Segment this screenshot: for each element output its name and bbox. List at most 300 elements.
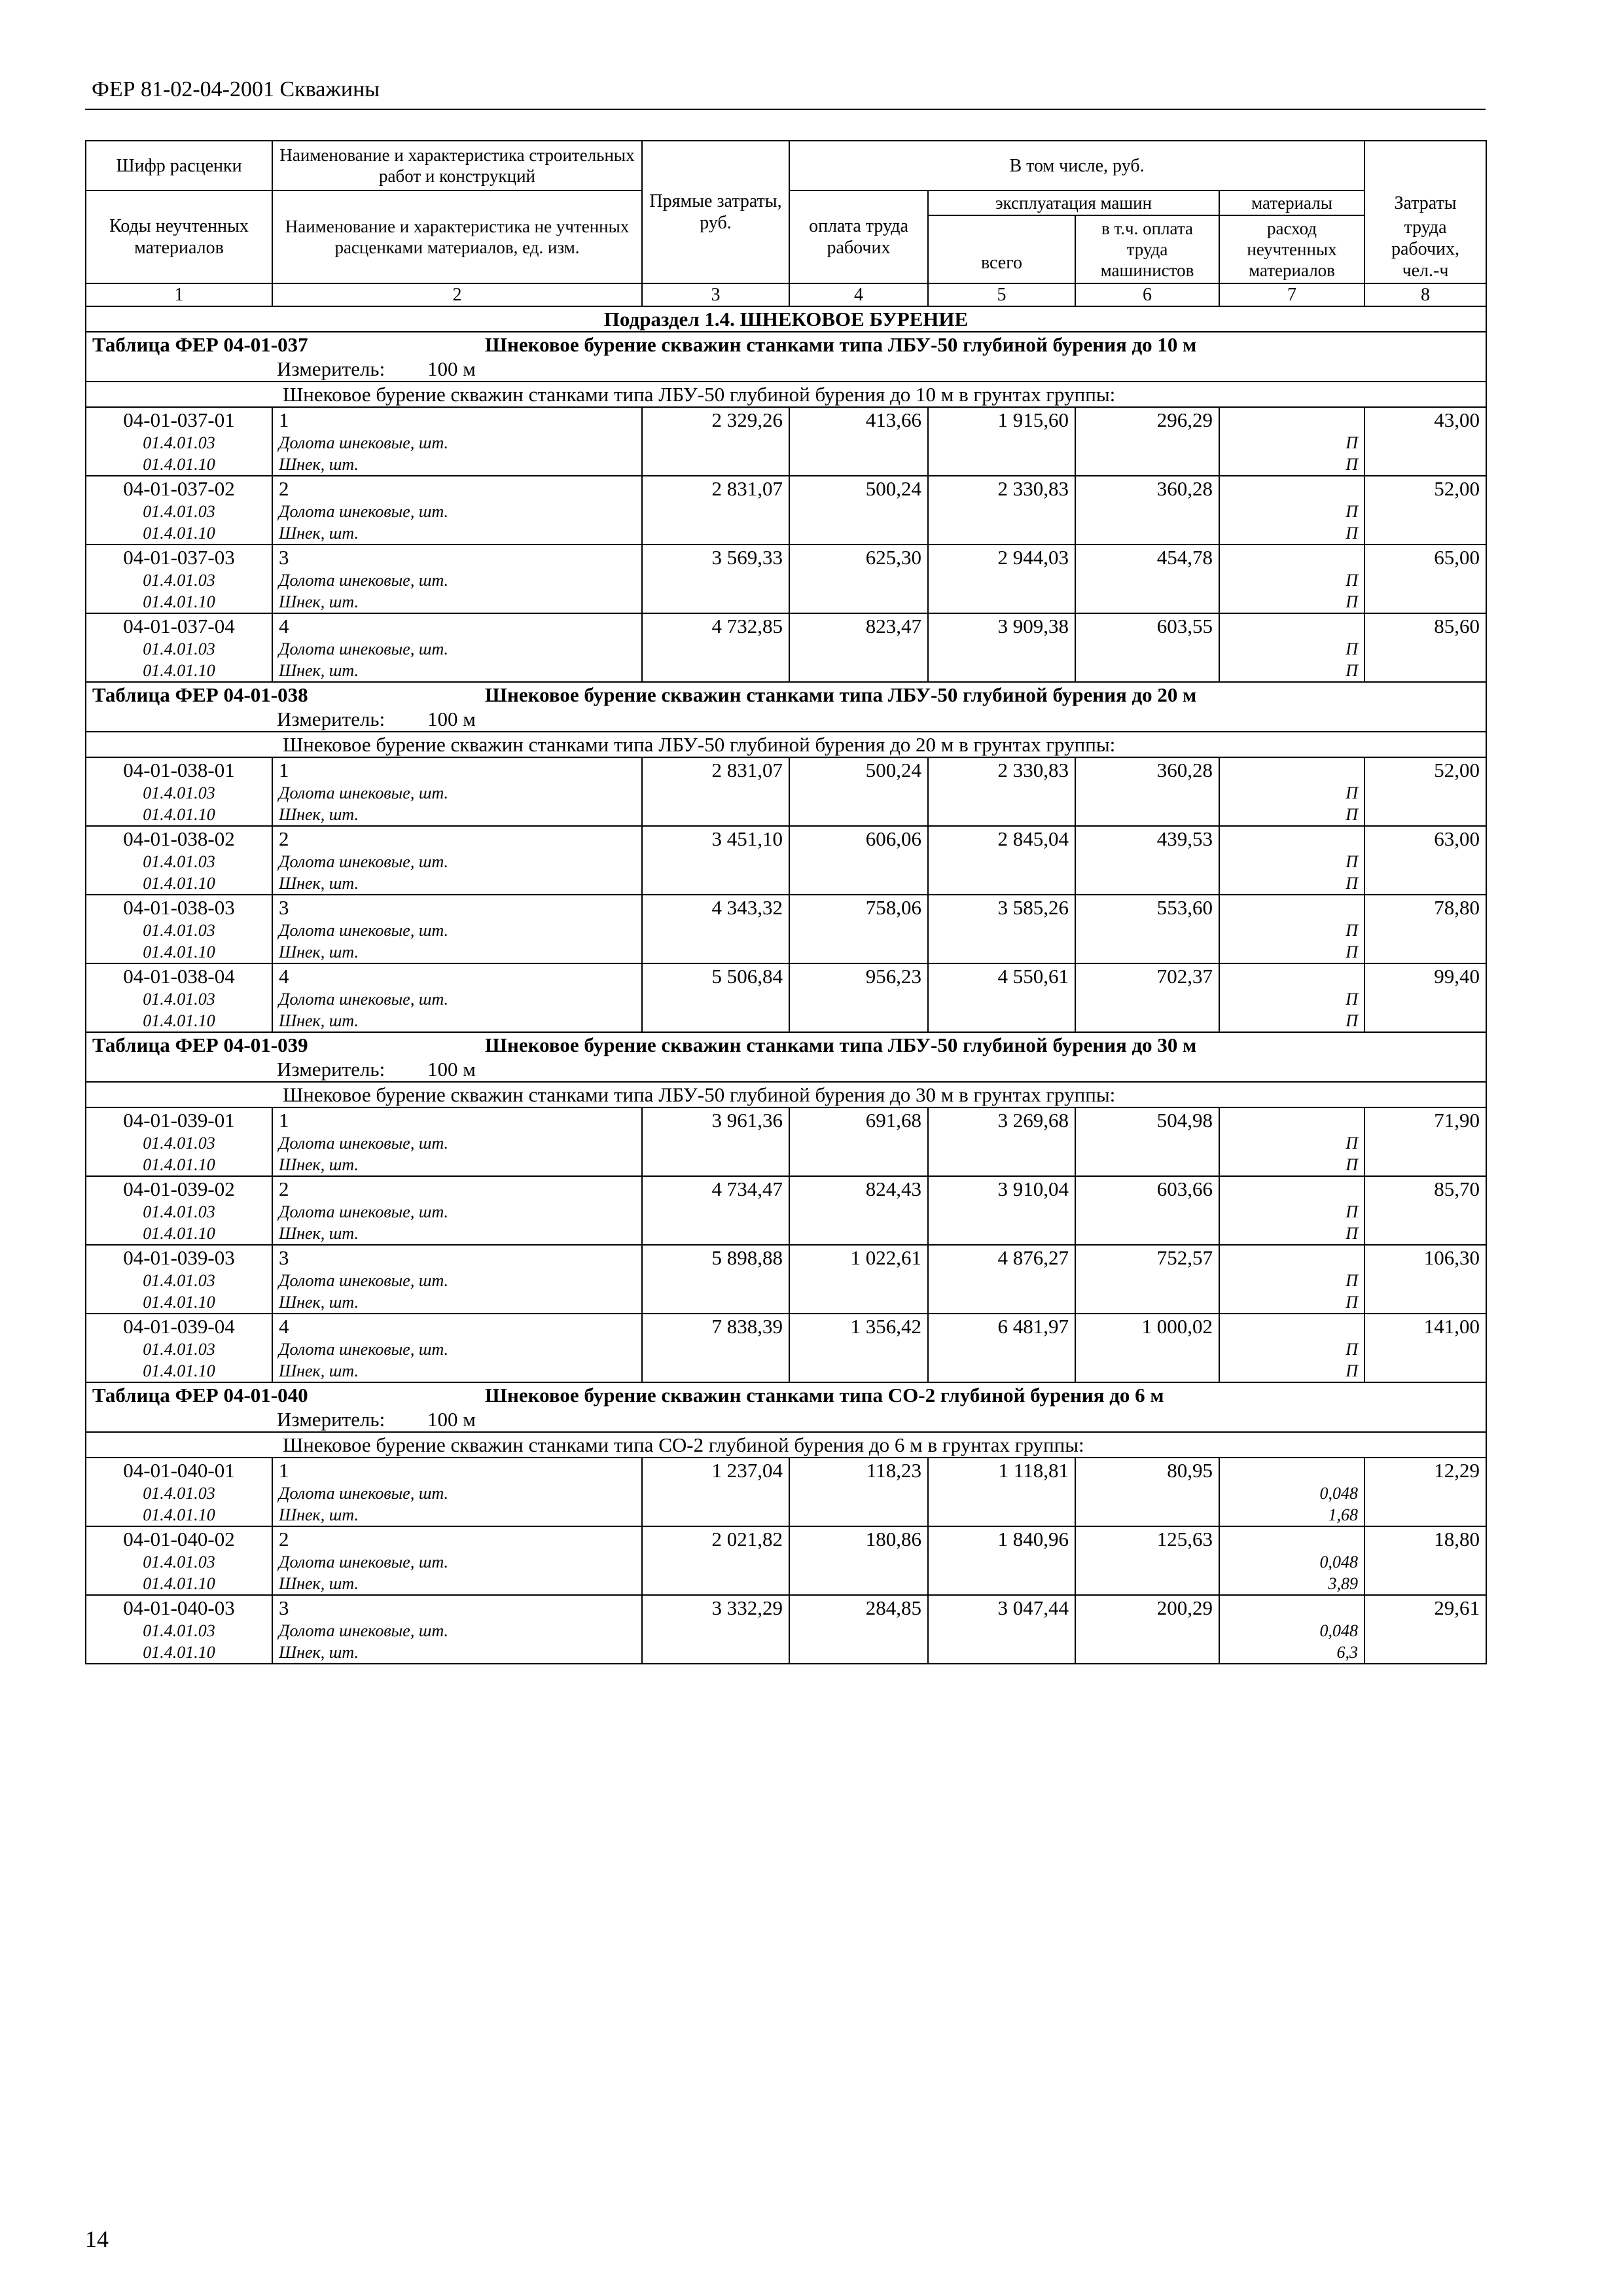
empty-cell — [789, 872, 928, 895]
soil-group: 3 — [272, 1245, 642, 1270]
rate-code: 04-01-040-03 — [86, 1595, 272, 1620]
empty-cell — [1364, 1620, 1486, 1641]
materials-use-empty — [1219, 1526, 1364, 1551]
empty-cell — [642, 1620, 789, 1641]
materials-use-empty — [1219, 826, 1364, 851]
empty-cell — [1364, 804, 1486, 826]
labor-pay: 118,23 — [789, 1458, 928, 1482]
rate-code: 04-01-039-03 — [86, 1245, 272, 1270]
table-row — [86, 895, 1486, 920]
materials-use-empty — [1219, 407, 1364, 432]
material-qty: П — [1219, 872, 1364, 895]
empty-cell — [789, 851, 928, 872]
material-row — [86, 1010, 1486, 1032]
empty-cell — [1075, 638, 1219, 660]
direct-cost: 1 237,04 — [642, 1458, 789, 1482]
column-number: 1 — [86, 283, 272, 306]
machines-total: 1 118,81 — [928, 1458, 1075, 1482]
material-name: Долота шнековые, шт. — [272, 569, 642, 591]
rate-code: 04-01-039-04 — [86, 1314, 272, 1338]
labor-pay: 1 356,42 — [789, 1314, 928, 1338]
header-machinists-pay: в т.ч. оплата труда машинистов — [1075, 215, 1219, 283]
rate-code: 04-01-038-01 — [86, 757, 272, 782]
empty-cell — [1364, 872, 1486, 895]
material-qty: П — [1219, 522, 1364, 545]
material-name: Шнек, шт. — [272, 872, 642, 895]
material-code: 01.4.01.10 — [86, 1223, 272, 1245]
labor-pay: 625,30 — [789, 545, 928, 569]
header-rule — [85, 109, 1486, 110]
empty-cell — [1075, 1620, 1219, 1641]
header-direct: Прямые затраты, руб. — [642, 141, 789, 283]
empty-cell — [642, 1504, 789, 1526]
material-code: 01.4.01.03 — [86, 1620, 272, 1641]
machines-total: 6 481,97 — [928, 1314, 1075, 1338]
table-row — [86, 613, 1486, 638]
empty-cell — [1075, 872, 1219, 895]
description-row — [86, 382, 1486, 407]
section-title-row — [86, 306, 1486, 332]
material-row — [86, 782, 1486, 804]
empty-cell — [928, 660, 1075, 682]
empty-cell — [928, 569, 1075, 591]
machinists-pay: 439,53 — [1075, 826, 1219, 851]
material-row — [86, 522, 1486, 545]
table-heading — [86, 332, 1486, 357]
labor-cost: 43,00 — [1364, 407, 1486, 432]
empty-cell — [642, 782, 789, 804]
material-row — [86, 1291, 1486, 1314]
soil-group: 1 — [272, 1107, 642, 1132]
material-code: 01.4.01.10 — [86, 522, 272, 545]
header-machines: эксплуатация машин — [928, 190, 1219, 215]
header-labor-cost-top: Затраты — [1364, 141, 1486, 215]
measure-value: 100 м — [427, 708, 476, 730]
material-row — [86, 1620, 1486, 1641]
empty-cell — [928, 454, 1075, 476]
labor-pay: 606,06 — [789, 826, 928, 851]
labor-pay: 824,43 — [789, 1176, 928, 1201]
empty-cell — [1075, 1573, 1219, 1595]
empty-cell — [1364, 1201, 1486, 1223]
empty-cell — [928, 1360, 1075, 1382]
empty-cell — [789, 1620, 928, 1641]
soil-group: 4 — [272, 963, 642, 988]
material-row — [86, 988, 1486, 1010]
direct-cost: 3 332,29 — [642, 1595, 789, 1620]
labor-cost: 52,00 — [1364, 757, 1486, 782]
material-code: 01.4.01.03 — [86, 1551, 272, 1573]
empty-cell — [928, 1573, 1075, 1595]
empty-cell — [1075, 1338, 1219, 1360]
empty-cell — [789, 432, 928, 454]
empty-cell — [1364, 1223, 1486, 1245]
empty-cell — [1075, 1201, 1219, 1223]
material-name: Долота шнековые, шт. — [272, 920, 642, 941]
material-code: 01.4.01.10 — [86, 1641, 272, 1664]
labor-pay: 500,24 — [789, 757, 928, 782]
empty-cell — [928, 591, 1075, 613]
empty-cell — [928, 1291, 1075, 1314]
empty-cell — [1364, 782, 1486, 804]
rate-code: 04-01-037-01 — [86, 407, 272, 432]
material-code: 01.4.01.03 — [86, 988, 272, 1010]
material-code: 01.4.01.10 — [86, 804, 272, 826]
table-heading — [86, 682, 1486, 707]
empty-cell — [642, 872, 789, 895]
empty-cell — [642, 1291, 789, 1314]
empty-cell — [1364, 1010, 1486, 1032]
labor-pay: 691,68 — [789, 1107, 928, 1132]
material-name: Долота шнековые, шт. — [272, 988, 642, 1010]
empty-cell — [789, 1010, 928, 1032]
empty-cell — [1075, 1291, 1219, 1314]
machines-total: 2 944,03 — [928, 545, 1075, 569]
empty-cell — [928, 851, 1075, 872]
material-code: 01.4.01.10 — [86, 591, 272, 613]
material-row — [86, 569, 1486, 591]
empty-cell — [789, 920, 928, 941]
labor-cost: 85,70 — [1364, 1176, 1486, 1201]
material-name: Долота шнековые, шт. — [272, 432, 642, 454]
direct-cost: 7 838,39 — [642, 1314, 789, 1338]
empty-cell — [642, 851, 789, 872]
material-name: Долота шнековые, шт. — [272, 1620, 642, 1641]
direct-cost: 2 329,26 — [642, 407, 789, 432]
table-code: Таблица ФЕР 04-01-040 — [92, 1384, 308, 1407]
empty-cell — [642, 569, 789, 591]
material-qty: П — [1219, 988, 1364, 1010]
machinists-pay: 125,63 — [1075, 1526, 1219, 1551]
labor-cost: 63,00 — [1364, 826, 1486, 851]
material-qty: П — [1219, 1338, 1364, 1360]
material-name: Долота шнековые, шт. — [272, 638, 642, 660]
column-number: 2 — [272, 283, 642, 306]
material-row — [86, 638, 1486, 660]
material-name: Шнек, шт. — [272, 454, 642, 476]
labor-cost: 52,00 — [1364, 476, 1486, 501]
labor-cost: 12,29 — [1364, 1458, 1486, 1482]
measure-row — [86, 1407, 1486, 1432]
material-code: 01.4.01.03 — [86, 1338, 272, 1360]
soil-group: 3 — [272, 1595, 642, 1620]
empty-cell — [642, 988, 789, 1010]
material-code: 01.4.01.03 — [86, 782, 272, 804]
material-name: Долота шнековые, шт. — [272, 851, 642, 872]
empty-cell — [789, 1270, 928, 1291]
labor-pay: 284,85 — [789, 1595, 928, 1620]
materials-use-empty — [1219, 613, 1364, 638]
empty-cell — [1075, 1223, 1219, 1245]
empty-cell — [1075, 1641, 1219, 1664]
direct-cost: 3 961,36 — [642, 1107, 789, 1132]
table-row — [86, 476, 1486, 501]
material-qty: П — [1219, 1154, 1364, 1176]
material-code: 01.4.01.10 — [86, 1154, 272, 1176]
labor-pay: 758,06 — [789, 895, 928, 920]
empty-cell — [1364, 1504, 1486, 1526]
material-row — [86, 432, 1486, 454]
table-title: Шнековое бурение скважин станками типа СО-2 глубиной бурения до 6 м — [485, 1384, 1164, 1407]
empty-cell — [1364, 660, 1486, 682]
machines-total: 3 585,26 — [928, 895, 1075, 920]
labor-pay: 413,66 — [789, 407, 928, 432]
material-row — [86, 1270, 1486, 1291]
measure-cell — [86, 357, 1486, 382]
material-code: 01.4.01.03 — [86, 501, 272, 522]
table-row — [86, 963, 1486, 988]
material-qty: П — [1219, 432, 1364, 454]
material-row — [86, 591, 1486, 613]
empty-cell — [789, 660, 928, 682]
empty-cell — [928, 920, 1075, 941]
table-body — [86, 141, 1486, 1664]
rate-code: 04-01-038-02 — [86, 826, 272, 851]
material-qty: П — [1219, 1132, 1364, 1154]
material-name: Долота шнековые, шт. — [272, 782, 642, 804]
page-number: 14 — [85, 2226, 109, 2252]
empty-cell — [789, 1338, 928, 1360]
measure-value: 100 м — [427, 1408, 476, 1431]
material-row — [86, 454, 1486, 476]
labor-pay: 180,86 — [789, 1526, 928, 1551]
material-code: 01.4.01.10 — [86, 660, 272, 682]
table-code: Таблица ФЕР 04-01-039 — [92, 1033, 308, 1056]
empty-cell — [642, 1360, 789, 1382]
rate-code: 04-01-037-04 — [86, 613, 272, 638]
empty-cell — [642, 804, 789, 826]
table-title-row — [86, 1032, 1486, 1057]
table-row — [86, 1595, 1486, 1620]
material-row — [86, 804, 1486, 826]
column-number: 7 — [1219, 283, 1364, 306]
empty-cell — [642, 522, 789, 545]
material-code: 01.4.01.03 — [86, 1132, 272, 1154]
empty-cell — [642, 920, 789, 941]
empty-cell — [928, 941, 1075, 963]
machinists-pay: 702,37 — [1075, 963, 1219, 988]
labor-cost: 85,60 — [1364, 613, 1486, 638]
empty-cell — [642, 1641, 789, 1664]
machines-total: 4 876,27 — [928, 1245, 1075, 1270]
empty-cell — [1075, 432, 1219, 454]
labor-pay: 1 022,61 — [789, 1245, 928, 1270]
empty-cell — [1364, 1154, 1486, 1176]
material-row — [86, 1551, 1486, 1573]
empty-cell — [1364, 591, 1486, 613]
machinists-pay: 360,28 — [1075, 476, 1219, 501]
empty-cell — [928, 522, 1075, 545]
materials-use-empty — [1219, 1245, 1364, 1270]
machinists-pay: 603,55 — [1075, 613, 1219, 638]
empty-cell — [789, 1482, 928, 1504]
empty-cell — [928, 1620, 1075, 1641]
table-row — [86, 1245, 1486, 1270]
material-code: 01.4.01.10 — [86, 1573, 272, 1595]
material-row — [86, 851, 1486, 872]
material-row — [86, 920, 1486, 941]
empty-cell — [1075, 851, 1219, 872]
table-row — [86, 1107, 1486, 1132]
labor-cost: 29,61 — [1364, 1595, 1486, 1620]
machines-total: 3 909,38 — [928, 613, 1075, 638]
material-name: Шнек, шт. — [272, 522, 642, 545]
column-number: 4 — [789, 283, 928, 306]
material-row — [86, 872, 1486, 895]
material-code: 01.4.01.10 — [86, 1010, 272, 1032]
material-row — [86, 1154, 1486, 1176]
measure-label: Измеритель: — [277, 708, 385, 730]
labor-cost: 18,80 — [1364, 1526, 1486, 1551]
empty-cell — [928, 1132, 1075, 1154]
soil-group: 1 — [272, 1458, 642, 1482]
header-name: Наименование и характеристика строительных работ и конструкций — [272, 141, 642, 190]
column-number: 8 — [1364, 283, 1486, 306]
measure-row — [86, 1057, 1486, 1082]
direct-cost: 2 831,07 — [642, 476, 789, 501]
material-code: 01.4.01.10 — [86, 941, 272, 963]
machinists-pay: 454,78 — [1075, 545, 1219, 569]
material-qty: П — [1219, 591, 1364, 613]
empty-cell — [642, 454, 789, 476]
machinists-pay: 603,66 — [1075, 1176, 1219, 1201]
rates-table — [85, 140, 1487, 1664]
table-title-row — [86, 1382, 1486, 1407]
empty-cell — [1075, 804, 1219, 826]
soil-group: 2 — [272, 476, 642, 501]
empty-cell — [928, 872, 1075, 895]
material-row — [86, 1360, 1486, 1382]
machinists-pay: 296,29 — [1075, 407, 1219, 432]
empty-cell — [789, 1154, 928, 1176]
description-row — [86, 1082, 1486, 1107]
empty-cell — [1075, 1482, 1219, 1504]
material-code: 01.4.01.10 — [86, 1360, 272, 1382]
header-materials: материалы — [1219, 190, 1364, 215]
empty-cell — [789, 1291, 928, 1314]
empty-cell — [1075, 782, 1219, 804]
direct-cost: 5 506,84 — [642, 963, 789, 988]
empty-cell — [1364, 501, 1486, 522]
material-name: Шнек, шт. — [272, 1573, 642, 1595]
material-name: Долота шнековые, шт. — [272, 1270, 642, 1291]
material-name: Долота шнековые, шт. — [272, 1551, 642, 1573]
labor-pay: 956,23 — [789, 963, 928, 988]
material-row — [86, 1201, 1486, 1223]
empty-cell — [928, 988, 1075, 1010]
machines-total: 2 330,83 — [928, 757, 1075, 782]
empty-cell — [1075, 1010, 1219, 1032]
table-row — [86, 1176, 1486, 1201]
empty-cell — [928, 501, 1075, 522]
empty-cell — [1364, 1482, 1486, 1504]
rate-code: 04-01-037-02 — [86, 476, 272, 501]
empty-cell — [642, 1482, 789, 1504]
empty-cell — [928, 1338, 1075, 1360]
material-name: Шнек, шт. — [272, 1360, 642, 1382]
material-name: Шнек, шт. — [272, 804, 642, 826]
empty-cell — [789, 501, 928, 522]
material-row — [86, 1573, 1486, 1595]
rate-code: 04-01-040-01 — [86, 1458, 272, 1482]
empty-cell — [928, 432, 1075, 454]
empty-cell — [1364, 454, 1486, 476]
measure-cell — [86, 707, 1486, 732]
empty-cell — [928, 1010, 1075, 1032]
materials-use-empty — [1219, 963, 1364, 988]
table-row — [86, 1314, 1486, 1338]
material-qty: П — [1219, 804, 1364, 826]
machines-total: 2 845,04 — [928, 826, 1075, 851]
material-qty: 3,89 — [1219, 1573, 1364, 1595]
empty-cell — [1364, 941, 1486, 963]
rate-code: 04-01-039-02 — [86, 1176, 272, 1201]
material-qty: П — [1219, 638, 1364, 660]
materials-use-empty — [1219, 1458, 1364, 1482]
empty-cell — [1364, 1641, 1486, 1664]
material-qty: П — [1219, 569, 1364, 591]
empty-cell — [928, 1551, 1075, 1573]
empty-cell — [642, 941, 789, 963]
material-qty: 0,048 — [1219, 1551, 1364, 1573]
page-header: ФЕР 81-02-04-2001 Скважины — [92, 77, 380, 101]
empty-cell — [642, 1551, 789, 1573]
empty-cell — [642, 1154, 789, 1176]
machinists-pay: 80,95 — [1075, 1458, 1219, 1482]
material-row — [86, 501, 1486, 522]
empty-cell — [1364, 432, 1486, 454]
material-code: 01.4.01.10 — [86, 1504, 272, 1526]
measure-cell — [86, 1057, 1486, 1082]
material-name: Шнек, шт. — [272, 660, 642, 682]
empty-cell — [928, 1154, 1075, 1176]
empty-cell — [789, 569, 928, 591]
measure-row — [86, 707, 1486, 732]
column-numbers-row — [86, 283, 1486, 306]
direct-cost: 3 569,33 — [642, 545, 789, 569]
soil-group: 2 — [272, 1526, 642, 1551]
materials-use-empty — [1219, 1176, 1364, 1201]
machines-total: 3 910,04 — [928, 1176, 1075, 1201]
empty-cell — [1364, 988, 1486, 1010]
material-code: 01.4.01.03 — [86, 1201, 272, 1223]
table-row — [86, 1458, 1486, 1482]
empty-cell — [642, 591, 789, 613]
material-row — [86, 1223, 1486, 1245]
rate-code: 04-01-038-03 — [86, 895, 272, 920]
table-code: Таблица ФЕР 04-01-037 — [92, 333, 308, 356]
soil-group: 4 — [272, 613, 642, 638]
empty-cell — [642, 660, 789, 682]
material-qty: П — [1219, 501, 1364, 522]
empty-cell — [789, 591, 928, 613]
empty-cell — [1364, 522, 1486, 545]
measure-value: 100 м — [427, 357, 476, 380]
material-code: 01.4.01.03 — [86, 569, 272, 591]
table-description: Шнековое бурение скважин станками типа ЛБУ-50 глубиной бурения до 10 м в грунтах группы: — [86, 382, 1486, 407]
soil-group: 2 — [272, 1176, 642, 1201]
empty-cell — [1075, 920, 1219, 941]
empty-cell — [1364, 1360, 1486, 1382]
empty-cell — [928, 1201, 1075, 1223]
empty-cell — [1075, 660, 1219, 682]
material-code: 01.4.01.03 — [86, 1270, 272, 1291]
material-name: Шнек, шт. — [272, 1504, 642, 1526]
empty-cell — [928, 1482, 1075, 1504]
material-name: Долота шнековые, шт. — [272, 1482, 642, 1504]
empty-cell — [789, 1223, 928, 1245]
material-qty: П — [1219, 660, 1364, 682]
